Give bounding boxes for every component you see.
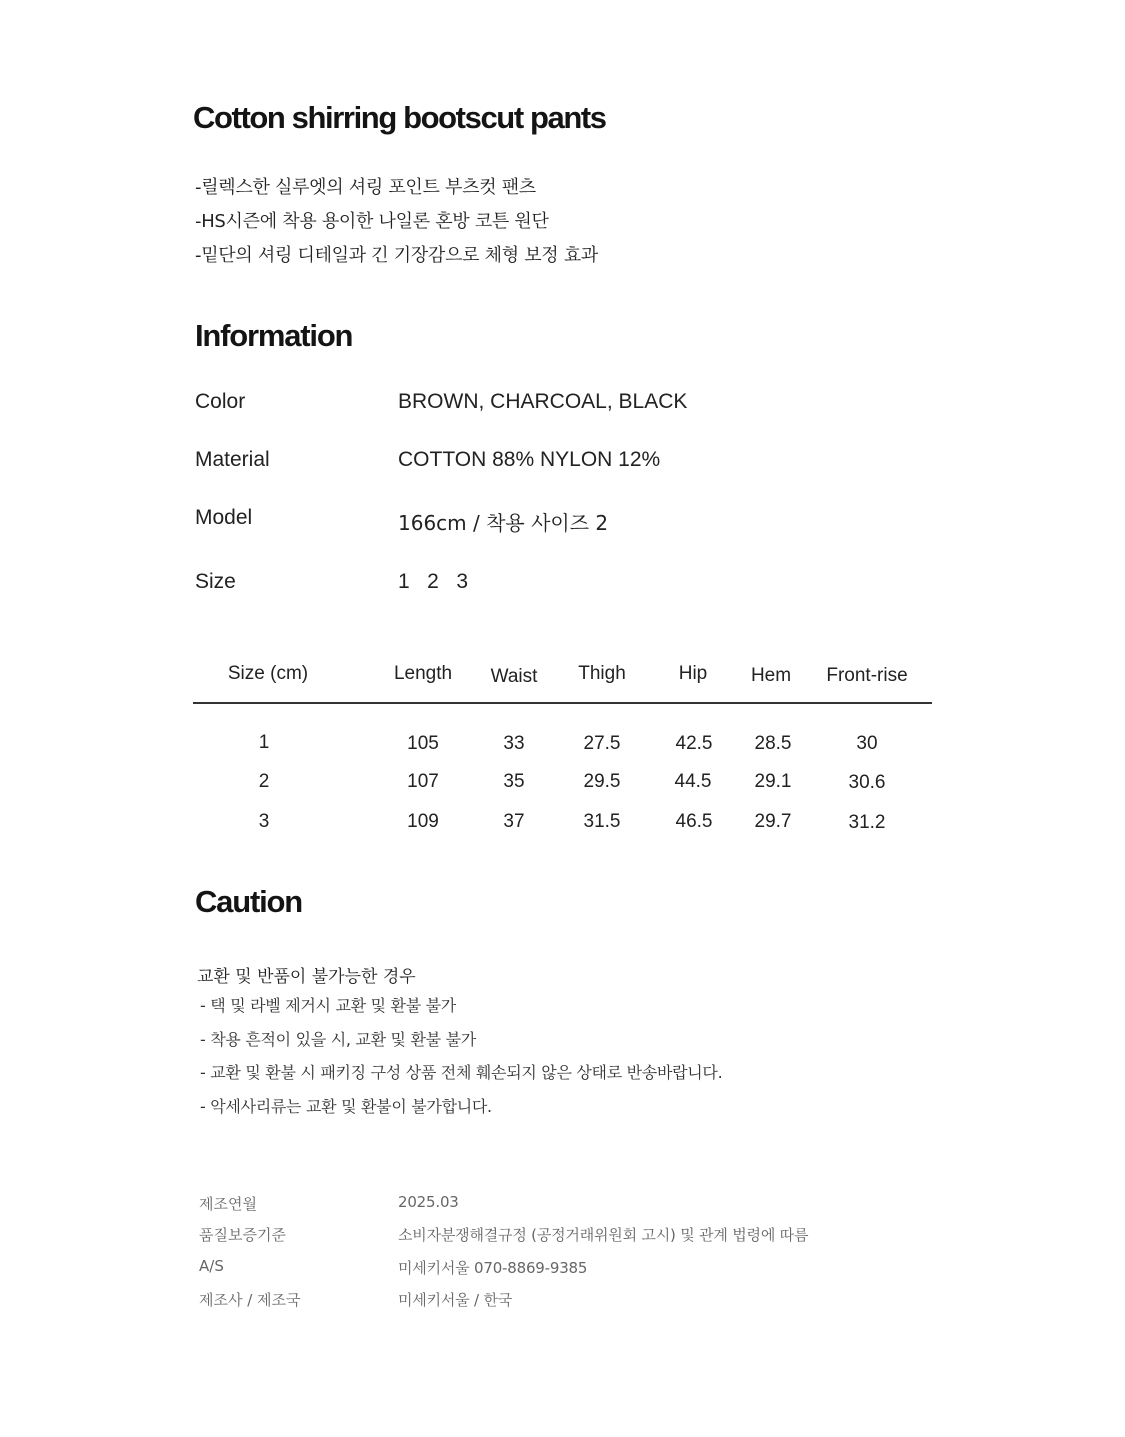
info-value-color: BROWN, CHARCOAL, BLACK bbox=[398, 390, 688, 413]
table-cell: 31.5 bbox=[583, 811, 621, 832]
product-title: Cotton shirring bootscut pants bbox=[193, 100, 606, 135]
table-cell: 27.5 bbox=[583, 733, 621, 754]
caution-item: - 착용 흔적이 있을 시, 교환 및 환불 불가 bbox=[200, 1030, 476, 1049]
table-cell: 1 bbox=[258, 732, 270, 753]
description-line: -릴렉스한 실루엣의 셔링 포인트 부츠컷 팬츠 bbox=[195, 177, 536, 198]
table-header-waist: Waist bbox=[490, 666, 538, 687]
meta-label-manufacture-date: 제조연월 bbox=[199, 1195, 257, 1213]
table-header-hip: Hip bbox=[678, 663, 708, 684]
meta-value-manufacture-date: 2025.03 bbox=[398, 1193, 459, 1211]
table-cell: 42.5 bbox=[675, 733, 713, 754]
info-value-size: 1 2 3 bbox=[398, 570, 469, 593]
info-label-material: Material bbox=[195, 448, 270, 471]
table-cell: 29.5 bbox=[583, 771, 621, 792]
info-value-material: COTTON 88% NYLON 12% bbox=[398, 448, 661, 471]
size-table bbox=[193, 655, 932, 845]
caution-subtitle: 교환 및 반품이 불가능한 경우 bbox=[197, 967, 416, 987]
table-cell: 29.7 bbox=[754, 811, 792, 832]
info-label-model: Model bbox=[195, 506, 253, 529]
table-cell: 35 bbox=[503, 771, 525, 792]
table-cell: 30.6 bbox=[848, 772, 886, 793]
table-cell: 29.1 bbox=[754, 771, 792, 792]
info-label-color: Color bbox=[195, 390, 246, 413]
table-cell: 28.5 bbox=[754, 733, 792, 754]
caution-item: - 악세사리류는 교환 및 환불이 불가합니다. bbox=[200, 1097, 492, 1116]
meta-label-quality-standard: 품질보증기준 bbox=[199, 1226, 286, 1244]
description-line: -HS시즌에 착용 용이한 나일론 혼방 코튼 원단 bbox=[195, 211, 549, 232]
meta-value-quality-standard: 소비자분쟁해결규정 (공정거래위원회 고시) 및 관계 법령에 따름 bbox=[398, 1226, 809, 1244]
table-cell: 37 bbox=[503, 811, 525, 832]
meta-value-as: 미세키서울 070-8869-9385 bbox=[398, 1259, 588, 1277]
table-divider bbox=[193, 702, 932, 704]
table-cell: 30 bbox=[856, 733, 878, 754]
meta-label-as: A/S bbox=[199, 1257, 224, 1275]
table-cell: 109 bbox=[407, 811, 439, 832]
meta-value-manufacturer: 미세키서울 / 한국 bbox=[398, 1291, 513, 1309]
description-line: -밑단의 셔링 디테일과 긴 기장감으로 체형 보정 효과 bbox=[195, 245, 598, 266]
table-cell: 3 bbox=[258, 811, 270, 832]
info-value-model: 166cm / 착용 사이즈 2 bbox=[398, 511, 609, 535]
table-header-length: Length bbox=[393, 663, 453, 684]
table-cell: 2 bbox=[258, 771, 270, 792]
info-label-size: Size bbox=[195, 570, 236, 593]
caution-heading: Caution bbox=[195, 884, 302, 919]
caution-item: - 교환 및 환불 시 패키징 구성 상품 전체 훼손되지 않은 상태로 반송바랍니다. bbox=[200, 1063, 723, 1082]
table-header-size: Size (cm) bbox=[227, 663, 309, 684]
table-cell: 31.2 bbox=[848, 812, 886, 833]
table-cell: 107 bbox=[407, 771, 439, 792]
information-heading: Information bbox=[195, 318, 353, 353]
table-cell: 46.5 bbox=[675, 811, 713, 832]
table-header-thigh: Thigh bbox=[578, 663, 626, 684]
table-header-hem: Hem bbox=[750, 665, 792, 686]
caution-item: - 택 및 라벨 제거시 교환 및 환불 불가 bbox=[200, 996, 456, 1015]
table-cell: 33 bbox=[503, 733, 525, 754]
meta-label-manufacturer: 제조사 / 제조국 bbox=[199, 1291, 301, 1309]
table-cell: 105 bbox=[407, 733, 439, 754]
table-header-front-rise: Front-rise bbox=[826, 665, 908, 686]
table-cell: 44.5 bbox=[674, 771, 712, 792]
